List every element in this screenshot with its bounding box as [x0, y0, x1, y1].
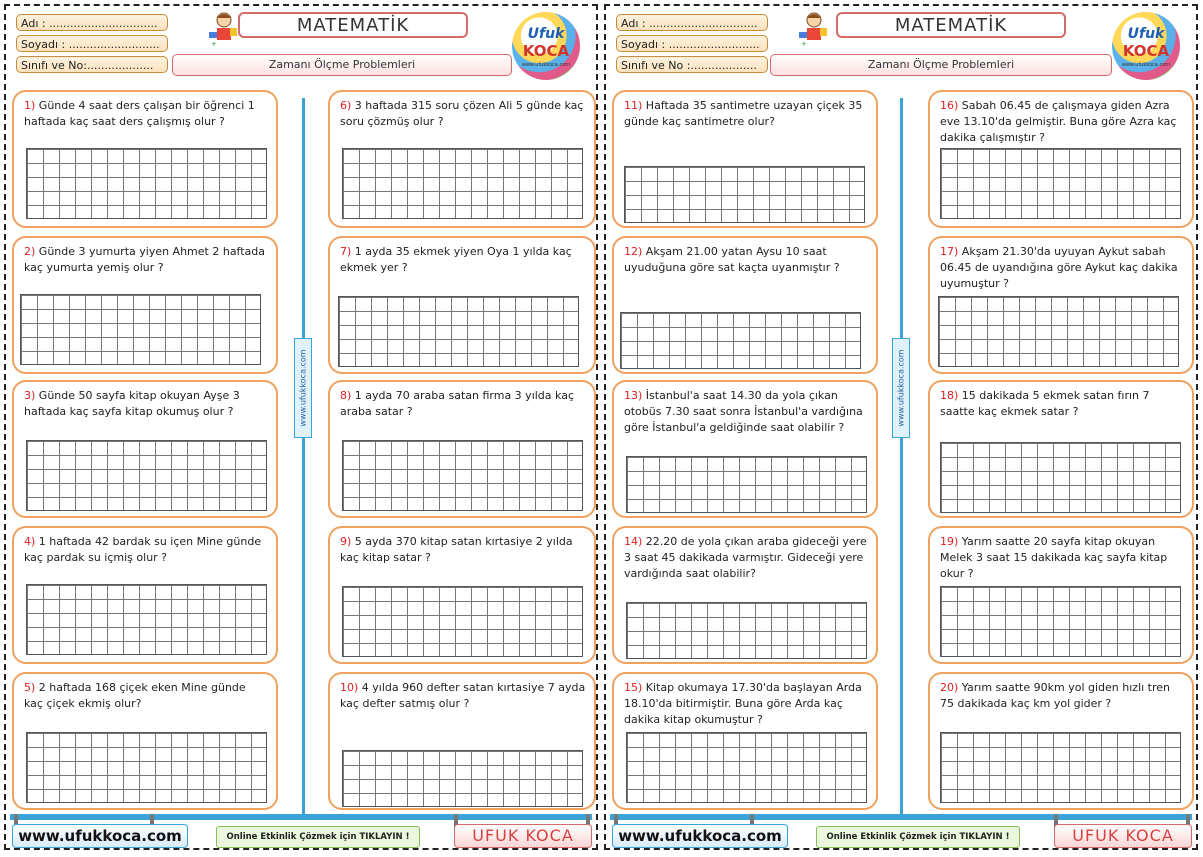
page-subtitle: Zamanı Ölçme Problemleri [172, 54, 512, 76]
online-activity-link[interactable]: Online Etkinlik Çözmek için TIKLAYIN ! [216, 826, 420, 848]
answer-grid[interactable] [20, 294, 261, 365]
question-number: 20) [940, 681, 959, 694]
name-field[interactable]: Adı : ............................... [16, 14, 168, 31]
svg-text:+: + [801, 40, 807, 48]
page-title: MATEMATİK [238, 12, 468, 38]
question-text: 5 ayda 370 kitap satan kırtasiye 2 yılda kaç kitap satar ? [340, 535, 573, 564]
question-number: 8) [340, 389, 352, 402]
question-number: 6) [340, 99, 352, 112]
answer-grid[interactable] [342, 440, 583, 511]
question-number: 14) [624, 535, 643, 548]
question-card [328, 526, 596, 664]
question-text: 4 yılda 960 defter satan kırtasiye 7 ayda kaç defter satmış olur ? [340, 681, 586, 710]
footer-rule [10, 814, 592, 820]
question-card [612, 380, 878, 518]
mascot-icon [798, 10, 828, 48]
question-text: Akşam 21.00 yatan Aysu 10 saat uyuduğuna göre sat kaçta uyanmıştır ? [624, 245, 840, 274]
class-field[interactable]: Sınıfı ve No :................... [616, 56, 768, 73]
column-divider [900, 98, 903, 816]
answer-grid[interactable] [940, 732, 1181, 803]
footer-website-link[interactable]: www.ufukkoca.com [12, 824, 188, 848]
question-card [612, 236, 878, 374]
question-text: 2 haftada 168 çiçek eken Mine günde kaç çiçek ekmiş olur? [24, 681, 246, 710]
question-text: Günde 50 sayfa kitap okuyan Ayşe 3 haftada kaç sayfa kitap okumuş olur ? [24, 389, 240, 418]
question-card [928, 526, 1194, 664]
question-number: 12) [624, 245, 643, 258]
question-text: İstanbul'a saat 14.30 da yola çıkan otobüs 7.30 saat sonra İstanbul'a vardığına göre İstanbul'a geldiğinde saat olabilir ? [624, 389, 863, 434]
question-card [12, 236, 278, 374]
question-card [12, 380, 278, 518]
question-card [328, 380, 596, 518]
answer-grid[interactable] [624, 166, 865, 223]
question-text: 22.20 de yola çıkan araba gideceği yere 3 saat 45 dakikada varmıştır. Gideceği yere vardığında saat olabilir? [624, 535, 867, 580]
question-text: 3 haftada 315 soru çözen Ali 5 günde kaç soru çözmüş olur ? [340, 99, 584, 128]
answer-grid[interactable] [940, 442, 1181, 513]
question-card [612, 526, 878, 664]
class-field[interactable]: Sınıfı ve No:................... [16, 56, 168, 73]
answer-grid[interactable] [342, 148, 583, 219]
brand-logo: Ufuk KOCA www.ufukkoca.com [1112, 12, 1180, 80]
answer-grid[interactable] [26, 440, 267, 511]
question-number: 18) [940, 389, 959, 402]
question-text: Akşam 21.30'da uyuyan Aykut sabah 06.45 de uyandığına göre Aykut kaç dakika uyumuştur ? [940, 245, 1178, 290]
question-number: 3) [24, 389, 36, 402]
svg-text:+: + [211, 40, 217, 48]
mascot-icon [208, 10, 238, 48]
answer-grid[interactable] [938, 296, 1179, 367]
question-number: 9) [340, 535, 352, 548]
question-card [612, 672, 878, 810]
answer-grid[interactable] [342, 586, 583, 657]
question-text: 15 dakikada 5 ekmek satan fırın 7 saatte kaç ekmek satar ? [940, 389, 1150, 418]
question-card [928, 236, 1194, 374]
side-url-tag[interactable]: www.ufukkoca.com [892, 338, 910, 438]
answer-grid[interactable] [26, 148, 267, 219]
answer-grid[interactable] [620, 312, 861, 369]
worksheet-page-right [604, 4, 1198, 850]
column-divider [302, 98, 305, 816]
question-number: 4) [24, 535, 36, 548]
brand-logo: Ufuk KOCA www.ufukkoca.com [512, 12, 580, 80]
answer-grid[interactable] [338, 296, 579, 367]
question-card [612, 90, 878, 228]
question-text: Kitap okumaya 17.30'da başlayan Arda 18.10'da bitirmiştir. Buna göre Arda kaç dakika kitap okumuştur ? [624, 681, 862, 726]
question-card [328, 236, 596, 374]
online-activity-link[interactable]: Online Etkinlik Çözmek için TIKLAYIN ! [816, 826, 1020, 848]
question-text: 1 haftada 42 bardak su içen Mine günde kaç pardak su içmiş olur ? [24, 535, 262, 564]
question-text: Yarım saatte 20 sayfa kitap okuyan Melek 3 saat 15 dakikada kaç sayfa kitap okur ? [940, 535, 1168, 580]
question-card [928, 380, 1194, 518]
footer-brand[interactable]: UFUK KOCA [454, 824, 592, 848]
question-card [928, 90, 1194, 228]
question-text: Haftada 35 santimetre uzayan çiçek 35 günde kaç santimetre olur? [624, 99, 863, 128]
question-card [328, 672, 596, 810]
question-text: Yarım saatte 90km yol giden hızlı tren 75 dakikada kaç km yol gider ? [940, 681, 1171, 710]
question-text: 1 ayda 35 ekmek yiyen Oya 1 yılda kaç ekmek yer ? [340, 245, 572, 274]
question-number: 11) [624, 99, 643, 112]
side-url-tag[interactable]: www.ufukkoca.com [294, 338, 312, 438]
answer-grid[interactable] [626, 732, 867, 803]
footer-website-link[interactable]: www.ufukkoca.com [612, 824, 788, 848]
surname-field[interactable]: Soyadı : .......................... [16, 35, 168, 52]
question-card [12, 526, 278, 664]
name-field[interactable]: Adı : ............................... [616, 14, 768, 31]
question-text: Günde 4 saat ders çalışan bir öğrenci 1 haftada kaç saat ders çalışmış olur ? [24, 99, 255, 128]
question-number: 1) [24, 99, 36, 112]
question-number: 2) [24, 245, 36, 258]
question-card [328, 90, 596, 228]
question-number: 10) [340, 681, 359, 694]
answer-grid[interactable] [940, 148, 1181, 219]
question-text: Günde 3 yumurta yiyen Ahmet 2 haftada kaç yumurta yemiş olur ? [24, 245, 266, 274]
footer-rule [610, 814, 1192, 820]
question-number: 5) [24, 681, 36, 694]
surname-field[interactable]: Soyadı : .......................... [616, 35, 768, 52]
question-number: 7) [340, 245, 352, 258]
page-subtitle: Zamanı Ölçme Problemleri [770, 54, 1112, 76]
answer-grid[interactable] [26, 732, 267, 803]
question-number: 17) [940, 245, 959, 258]
question-card [12, 672, 278, 810]
answer-grid[interactable] [626, 456, 867, 513]
answer-grid[interactable] [940, 586, 1181, 657]
question-text: 1 ayda 70 araba satan firma 3 yılda kaç araba satar ? [340, 389, 574, 418]
answer-grid[interactable] [626, 602, 867, 659]
question-number: 19) [940, 535, 959, 548]
question-number: 13) [624, 389, 643, 402]
answer-grid[interactable] [342, 750, 583, 807]
worksheet-page-left [4, 4, 598, 850]
question-text: Sabah 06.45 de çalışmaya giden Azra eve 13.10'da gelmiştir. Buna göre Azra kaç dakika çalışmıştır ? [940, 99, 1177, 144]
question-number: 15) [624, 681, 643, 694]
question-card [12, 90, 278, 228]
answer-grid[interactable] [26, 584, 267, 655]
question-number: 16) [940, 99, 959, 112]
footer-brand[interactable]: UFUK KOCA [1054, 824, 1192, 848]
page-title: MATEMATİK [836, 12, 1066, 38]
question-card [928, 672, 1194, 810]
